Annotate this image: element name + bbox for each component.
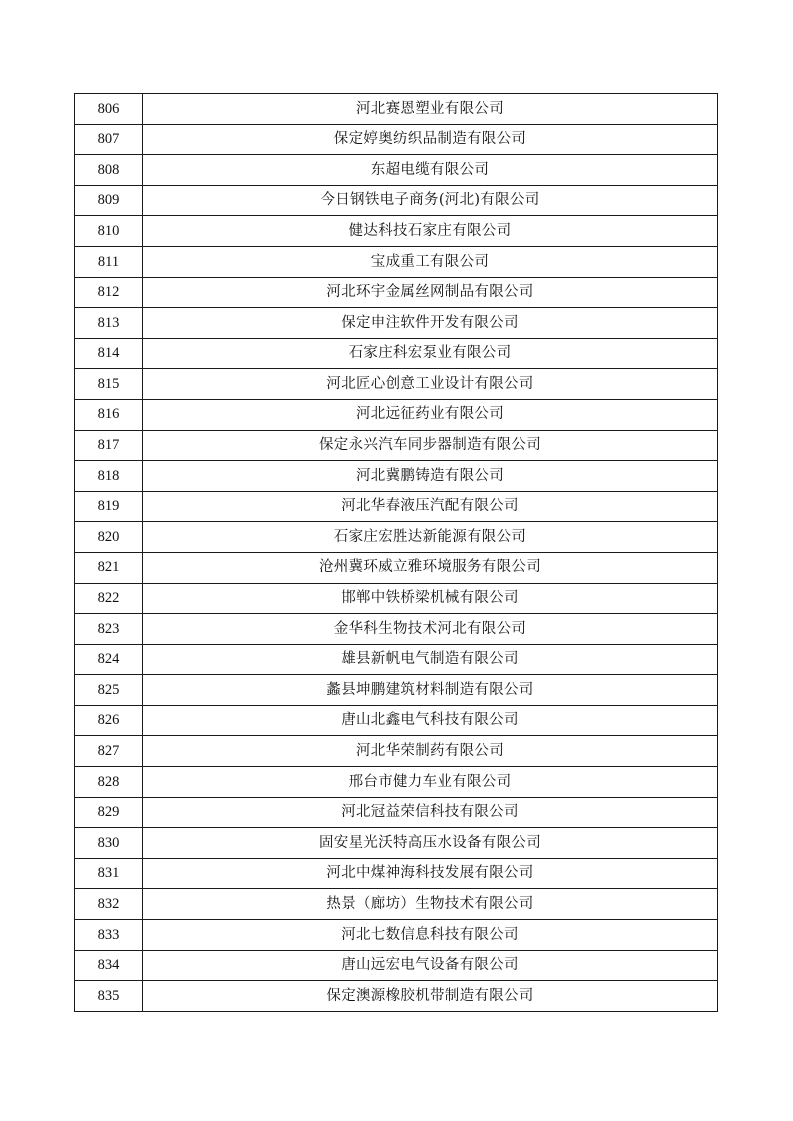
table-row <box>75 705 718 736</box>
company-name: 保定申注软件开发有限公司 <box>143 308 718 339</box>
company-name: 邢台市健力车业有限公司 <box>143 767 718 798</box>
table-row <box>75 338 718 369</box>
company-name: 石家庄科宏泵业有限公司 <box>143 338 718 369</box>
company-name: 保定永兴汽车同步器制造有限公司 <box>143 430 718 461</box>
table-row <box>75 889 718 920</box>
row-number: 819 <box>75 491 143 522</box>
row-number: 832 <box>75 889 143 920</box>
company-table-body <box>75 94 718 1012</box>
company-name: 河北远征药业有限公司 <box>143 399 718 430</box>
company-name: 固安星光沃特高压水设备有限公司 <box>143 828 718 859</box>
row-number: 808 <box>75 155 143 186</box>
row-number: 809 <box>75 185 143 216</box>
row-number: 823 <box>75 614 143 645</box>
company-name: 唐山远宏电气设备有限公司 <box>143 950 718 981</box>
row-number: 813 <box>75 308 143 339</box>
table-row <box>75 124 718 155</box>
table-row <box>75 736 718 767</box>
company-name: 热景（廊坊）生物技术有限公司 <box>143 889 718 920</box>
row-number: 816 <box>75 399 143 430</box>
table-row <box>75 430 718 461</box>
company-name: 唐山北鑫电气科技有限公司 <box>143 705 718 736</box>
company-name: 河北环宇金属丝网制品有限公司 <box>143 277 718 308</box>
row-number: 825 <box>75 675 143 706</box>
row-number: 824 <box>75 644 143 675</box>
table-row <box>75 399 718 430</box>
row-number: 812 <box>75 277 143 308</box>
company-name: 东超电缆有限公司 <box>143 155 718 186</box>
row-number: 810 <box>75 216 143 247</box>
row-number: 811 <box>75 246 143 277</box>
company-name: 河北冀鹏铸造有限公司 <box>143 461 718 492</box>
table-row <box>75 246 718 277</box>
table-row <box>75 614 718 645</box>
company-name: 河北七数信息科技有限公司 <box>143 920 718 951</box>
company-name: 沧州冀环威立雅环境服务有限公司 <box>143 552 718 583</box>
row-number: 822 <box>75 583 143 614</box>
company-name: 保定澳源橡胶机带制造有限公司 <box>143 981 718 1012</box>
table-row <box>75 369 718 400</box>
company-name: 河北华荣制药有限公司 <box>143 736 718 767</box>
row-number: 806 <box>75 94 143 125</box>
row-number: 828 <box>75 767 143 798</box>
company-name: 石家庄宏胜达新能源有限公司 <box>143 522 718 553</box>
row-number: 821 <box>75 552 143 583</box>
table-row <box>75 950 718 981</box>
table-row <box>75 216 718 247</box>
company-name: 雄县新帆电气制造有限公司 <box>143 644 718 675</box>
company-name: 河北中煤神海科技发展有限公司 <box>143 858 718 889</box>
table-row <box>75 491 718 522</box>
company-name: 河北赛恩塑业有限公司 <box>143 94 718 125</box>
company-list-table <box>74 93 718 1012</box>
table-row <box>75 522 718 553</box>
company-name: 保定婷奥纺织品制造有限公司 <box>143 124 718 155</box>
company-name: 邯郸中铁桥梁机械有限公司 <box>143 583 718 614</box>
table-row <box>75 644 718 675</box>
row-number: 817 <box>75 430 143 461</box>
company-name: 河北冠益荣信科技有限公司 <box>143 797 718 828</box>
table-row <box>75 858 718 889</box>
company-name: 宝成重工有限公司 <box>143 246 718 277</box>
row-number: 834 <box>75 950 143 981</box>
row-number: 826 <box>75 705 143 736</box>
row-number: 814 <box>75 338 143 369</box>
table-row <box>75 94 718 125</box>
table-row <box>75 552 718 583</box>
row-number: 830 <box>75 828 143 859</box>
row-number: 820 <box>75 522 143 553</box>
table-row <box>75 767 718 798</box>
row-number: 807 <box>75 124 143 155</box>
company-name: 河北华春液压汽配有限公司 <box>143 491 718 522</box>
row-number: 829 <box>75 797 143 828</box>
table-row <box>75 797 718 828</box>
company-name: 金华科生物技术河北有限公司 <box>143 614 718 645</box>
row-number: 835 <box>75 981 143 1012</box>
table-row <box>75 277 718 308</box>
table-row <box>75 920 718 951</box>
table-row <box>75 981 718 1012</box>
table-row <box>75 583 718 614</box>
row-number: 827 <box>75 736 143 767</box>
company-name: 蠡县坤鹏建筑材料制造有限公司 <box>143 675 718 706</box>
row-number: 831 <box>75 858 143 889</box>
company-name: 河北匠心创意工业设计有限公司 <box>143 369 718 400</box>
company-name: 今日钢铁电子商务(河北)有限公司 <box>143 185 718 216</box>
row-number: 833 <box>75 920 143 951</box>
company-name: 健达科技石家庄有限公司 <box>143 216 718 247</box>
table-row <box>75 828 718 859</box>
table-row <box>75 675 718 706</box>
row-number: 815 <box>75 369 143 400</box>
table-row <box>75 185 718 216</box>
row-number: 818 <box>75 461 143 492</box>
table-row <box>75 461 718 492</box>
table-row <box>75 308 718 339</box>
table-row <box>75 155 718 186</box>
